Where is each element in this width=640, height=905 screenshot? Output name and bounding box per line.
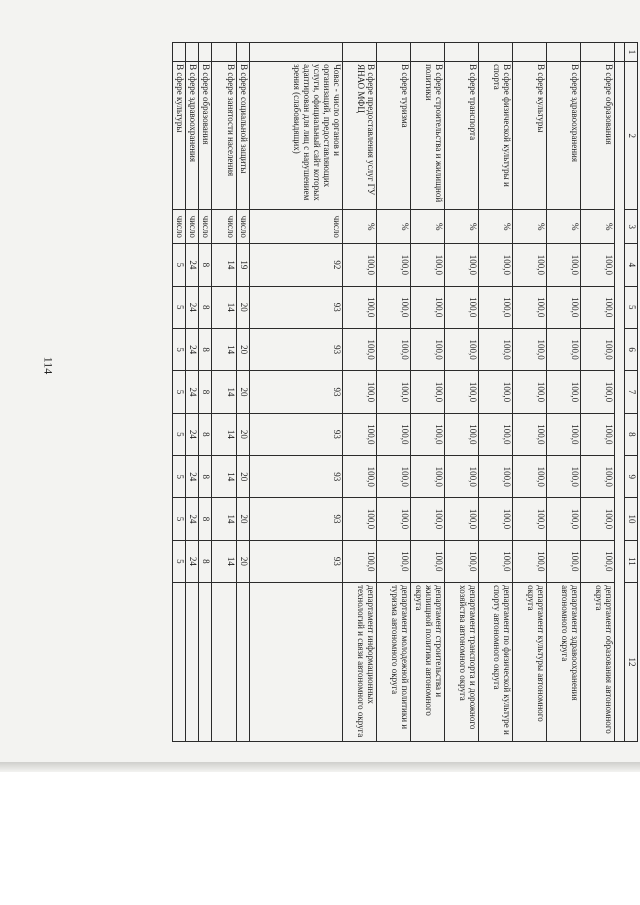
responsible-dept-cell: департамент образования автономного округа [581,583,615,742]
value-cell: 93 [250,371,343,413]
value-cell: 100,0 [343,244,377,286]
indicator-name-cell: В сфере культуры [173,62,186,210]
unit-cell: число [199,210,212,244]
value-cell: 100,0 [479,328,513,370]
value-cell: 100,0 [479,498,513,540]
value-cell: 100,0 [377,371,411,413]
value-cell: 100,0 [513,328,547,370]
value-cell: 100,0 [377,498,411,540]
value-cell: 20 [237,328,250,370]
responsible-dept-cell: департамент культуры автономного округа [513,583,547,742]
value-cell: 100,0 [411,413,445,455]
value-cell: 24 [186,371,199,413]
value-cell: 8 [199,456,212,498]
row-index-cell [343,43,377,62]
value-cell: 8 [199,413,212,455]
col-header: 12 [625,583,638,742]
rotated-table-wrapper [53,42,638,742]
row-index-cell [411,43,445,62]
row-index-cell [186,43,199,62]
spacer-row [615,43,625,742]
value-cell: 8 [199,328,212,370]
value-cell: 93 [250,328,343,370]
indicator-name-cell: В сфере образования [199,62,212,210]
value-cell: 100,0 [411,286,445,328]
indicator-name-cell: В сфере культуры [513,62,547,210]
value-cell: 5 [173,328,186,370]
row-index-cell [250,43,343,62]
indicator-name-cell: В сфере транспорта [445,62,479,210]
value-cell: 14 [212,371,237,413]
table-row [411,43,445,742]
value-cell: 14 [212,540,237,582]
col-header: 5 [625,286,638,328]
value-cell: 100,0 [445,371,479,413]
value-cell: 100,0 [479,540,513,582]
value-cell: 100,0 [411,328,445,370]
value-cell: 20 [237,413,250,455]
responsible-dept-cell [199,583,212,742]
value-cell: 5 [173,371,186,413]
value-cell: 14 [212,456,237,498]
value-cell: 8 [199,244,212,286]
value-cell: 100,0 [479,286,513,328]
row-index-cell [479,43,513,62]
table-row [547,43,581,742]
value-cell: 5 [173,413,186,455]
table-row [445,43,479,742]
col-header: 4 [625,244,638,286]
value-cell: 100,0 [547,540,581,582]
value-cell: 5 [173,498,186,540]
value-cell: 100,0 [513,498,547,540]
responsible-dept-cell: департамент информационных технологий и связи автономного округа [343,583,377,742]
value-cell: 100,0 [377,286,411,328]
value-cell: 14 [212,286,237,328]
col-header: 9 [625,456,638,498]
value-cell: 100,0 [343,456,377,498]
value-cell: 5 [173,540,186,582]
row-index-cell [173,43,186,62]
value-cell: 24 [186,498,199,540]
value-cell: 100,0 [377,456,411,498]
value-cell: 100,0 [343,540,377,582]
unit-cell: % [377,210,411,244]
value-cell: 100,0 [411,540,445,582]
value-cell: 24 [186,456,199,498]
value-cell: 100,0 [513,413,547,455]
value-cell: 100,0 [377,413,411,455]
unit-cell: число [173,210,186,244]
unit-cell: % [445,210,479,244]
indicator-name-cell: В сфере строительства и жилищной политики [411,62,445,210]
value-cell: 5 [173,286,186,328]
value-cell: 14 [212,498,237,540]
value-cell: 100,0 [547,244,581,286]
unit-cell: число [186,210,199,244]
value-cell: 100,0 [547,413,581,455]
value-cell: 100,0 [581,498,615,540]
value-cell: 93 [250,413,343,455]
value-cell: 100,0 [513,540,547,582]
table-row [212,43,237,742]
col-header: 10 [625,498,638,540]
spacer-cell [615,62,625,742]
col-header: 2 [625,62,638,210]
responsible-dept-cell [173,583,186,742]
value-cell: 100,0 [377,540,411,582]
indicator-name-cell: В сфере социальной защиты [237,62,250,210]
row-index-cell [547,43,581,62]
unit-cell: % [411,210,445,244]
value-cell: 100,0 [581,244,615,286]
row-index-cell [212,43,237,62]
value-cell: 100,0 [343,413,377,455]
unit-cell: число [237,210,250,244]
value-cell: 100,0 [411,498,445,540]
table-row [186,43,199,742]
value-cell: 24 [186,540,199,582]
indicators-table [172,42,638,742]
value-cell: 19 [237,244,250,286]
value-cell: 20 [237,371,250,413]
value-cell: 100,0 [513,371,547,413]
unit-cell: % [343,210,377,244]
value-cell: 24 [186,328,199,370]
value-cell: 93 [250,286,343,328]
value-cell: 100,0 [343,498,377,540]
responsible-dept-cell: департамент здравоохранения автономного округа [547,583,581,742]
col-header: 1 [625,43,638,62]
unit-cell: число [250,210,343,244]
value-cell: 100,0 [445,498,479,540]
value-cell: 100,0 [411,371,445,413]
value-cell: 100,0 [445,244,479,286]
col-header: 11 [625,540,638,582]
value-cell: 14 [212,328,237,370]
indicator-name-cell: В сфере предоставления услуг ГУ ЯНАО МФЦ [343,62,377,210]
value-cell: 100,0 [411,456,445,498]
value-cell: 20 [237,540,250,582]
unit-cell: % [479,210,513,244]
table-row [581,43,615,742]
row-index-cell [199,43,212,62]
indicator-name-cell: В сфере образования [581,62,615,210]
value-cell: 100,0 [513,456,547,498]
indicator-name-cell: В сфере занятости населения [212,62,237,210]
value-cell: 92 [250,244,343,286]
row-index-cell [377,43,411,62]
indicator-name-cell: В сфере здравоохранения [186,62,199,210]
value-cell: 24 [186,413,199,455]
value-cell: 100,0 [513,286,547,328]
col-header: 8 [625,413,638,455]
indicator-name-cell: В сфере туризма [377,62,411,210]
indicator-name-cell: В сфере физической культуры и спорта [479,62,513,210]
col-header: 6 [625,328,638,370]
value-cell: 14 [212,244,237,286]
table-row [237,43,250,742]
unit-cell: % [581,210,615,244]
column-number-row [625,43,638,742]
value-cell: 100,0 [547,456,581,498]
responsible-dept-cell: департамент транспорта и дорожного хозяйства автономного округа [445,583,479,742]
value-cell: 100,0 [479,371,513,413]
responsible-dept-cell [237,583,250,742]
value-cell: 8 [199,371,212,413]
indicator-name-cell: В сфере здравоохранения [547,62,581,210]
value-cell: 100,0 [377,328,411,370]
value-cell: 100,0 [411,244,445,286]
value-cell: 100,0 [445,286,479,328]
value-cell: 100,0 [581,540,615,582]
value-cell: 100,0 [547,286,581,328]
value-cell: 20 [237,498,250,540]
responsible-dept-cell: департамент строительства и жилищной политики автономного округа [411,583,445,742]
value-cell: 100,0 [581,456,615,498]
value-cell: 5 [173,456,186,498]
value-cell: 100,0 [479,456,513,498]
value-cell: 14 [212,413,237,455]
responsible-dept-cell [250,583,343,742]
responsible-dept-cell: департамент молодежной политики и туризма автономного округа [377,583,411,742]
table-row [513,43,547,742]
responsible-dept-cell [212,583,237,742]
value-cell: 100,0 [581,286,615,328]
table-row [377,43,411,742]
value-cell: 100,0 [581,413,615,455]
value-cell: 8 [199,286,212,328]
row-index-cell [581,43,615,62]
unit-cell: число [212,210,237,244]
value-cell: 93 [250,540,343,582]
value-cell: 100,0 [445,540,479,582]
value-cell: 100,0 [343,286,377,328]
value-cell: 93 [250,498,343,540]
table-row [250,43,343,742]
value-cell: 8 [199,498,212,540]
value-cell: 100,0 [377,244,411,286]
value-cell: 100,0 [547,498,581,540]
value-cell: 100,0 [343,328,377,370]
value-cell: 100,0 [547,371,581,413]
page-number: 114 [41,356,56,375]
col-header: 3 [625,210,638,244]
unit-cell: % [547,210,581,244]
value-cell: 8 [199,540,212,582]
value-cell: 24 [186,286,199,328]
value-cell: 100,0 [581,371,615,413]
indicator-name-cell: Човаc - число органов и организаций, предоставляющих услуги, официальный сайт которых адаптирован для лиц с нарушением зрения (слабовидящих) [250,62,343,210]
value-cell: 100,0 [513,244,547,286]
spacer-cell [615,43,625,62]
value-cell: 20 [237,286,250,328]
table-row [199,43,212,742]
responsible-dept-cell: департамент по физической культуре и спорту автономного округа [479,583,513,742]
table-row [343,43,377,742]
value-cell: 100,0 [479,413,513,455]
value-cell: 100,0 [479,244,513,286]
value-cell: 100,0 [343,371,377,413]
value-cell: 100,0 [581,328,615,370]
value-cell: 100,0 [445,328,479,370]
value-cell: 100,0 [445,456,479,498]
unit-cell: % [513,210,547,244]
row-index-cell [237,43,250,62]
table-row [173,43,186,742]
value-cell: 93 [250,456,343,498]
row-index-cell [513,43,547,62]
value-cell: 20 [237,456,250,498]
value-cell: 5 [173,244,186,286]
value-cell: 100,0 [445,413,479,455]
value-cell: 100,0 [547,328,581,370]
responsible-dept-cell [186,583,199,742]
row-index-cell [445,43,479,62]
table-row [479,43,513,742]
scan-edge [0,762,640,772]
col-header: 7 [625,371,638,413]
value-cell: 24 [186,244,199,286]
